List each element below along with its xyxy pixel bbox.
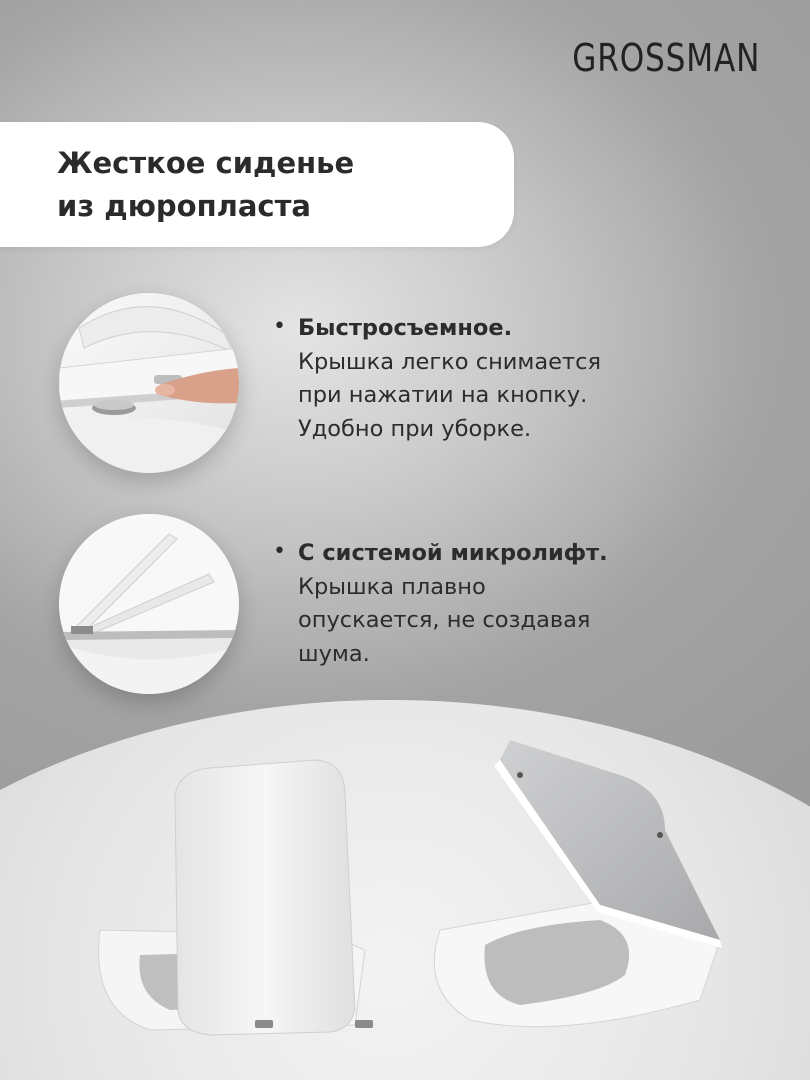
soft-close-image xyxy=(59,514,239,694)
page-title: Жесткое сиденье из дюропласта xyxy=(57,146,355,223)
soft-close-photo xyxy=(59,514,239,694)
feature-heading: Быстросъемное. xyxy=(298,315,513,341)
toilet-seat-product-image xyxy=(0,720,810,1080)
feature-heading: С системой микролифт. xyxy=(298,540,608,566)
quick-release-photo xyxy=(59,293,239,473)
feature-description: Крышка легко снимается при нажатии на кнопку. Удобно при уборке. xyxy=(298,348,602,442)
seat-open-view xyxy=(434,740,722,1027)
bullet-icon: • xyxy=(273,539,286,564)
feature-quick-release xyxy=(273,312,733,446)
seat-closed-view xyxy=(99,760,373,1035)
feature-soft-close xyxy=(273,537,733,671)
bullet-icon: • xyxy=(273,314,286,339)
quick-release-image xyxy=(59,293,239,473)
brand-logo: GROSSMAN xyxy=(572,36,760,80)
feature-description: Крышка плавно опускается, не создавая шума. xyxy=(298,573,591,667)
